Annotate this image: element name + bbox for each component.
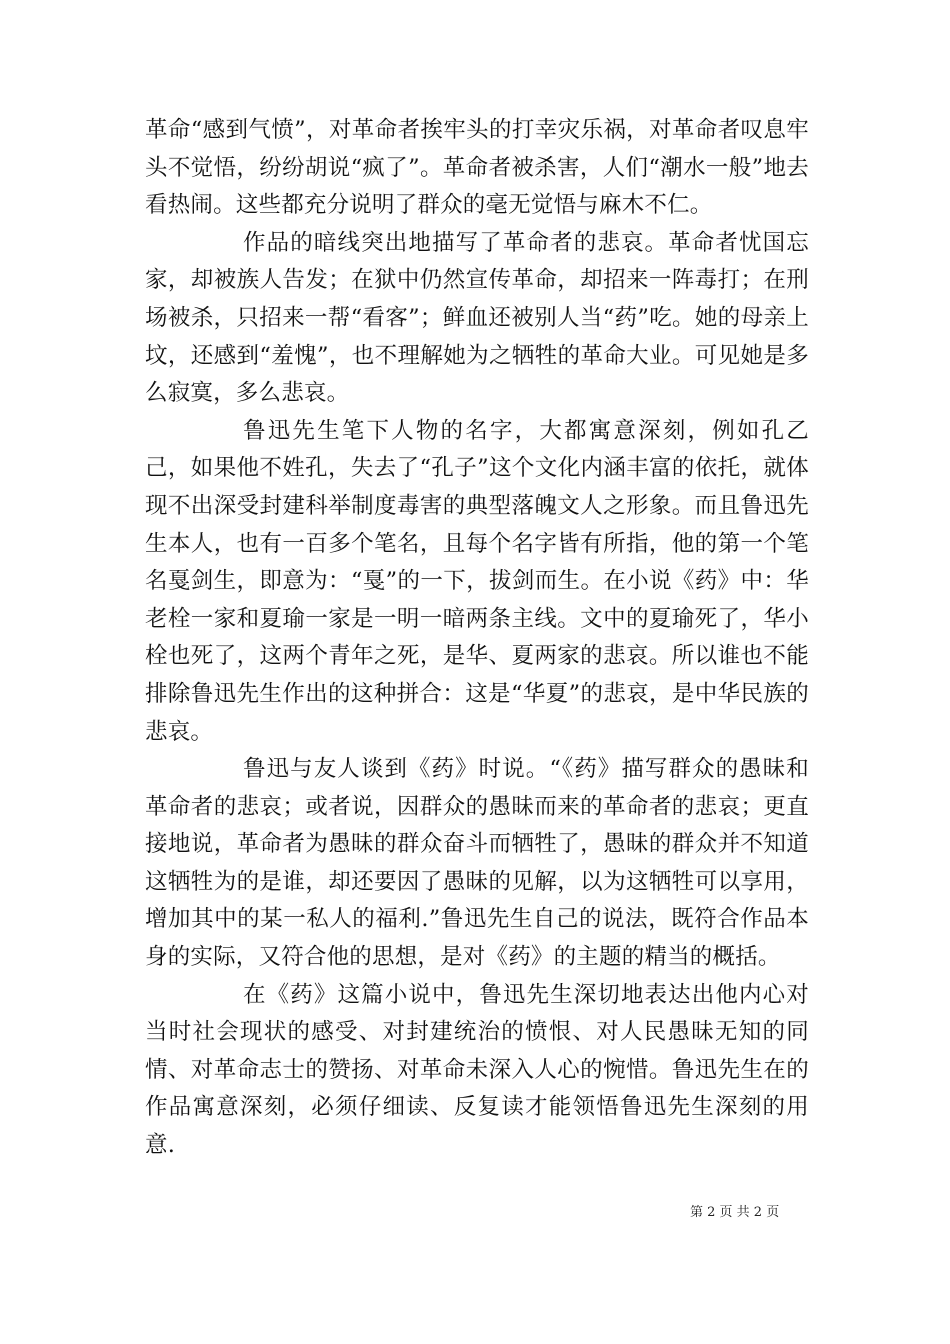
paragraph-3: 鲁迅先生笔下人物的名字，大都寓意深刻，例如孔乙己，如果他不姓孔，失去了“孔子”这个文化内涵丰富的依托，就体现不出深受封建科举制度毒害的典型落魄文人之形象。而且鲁迅先生本人，也有一百多个笔名，且每个名字皆有所指，他的第一个笔名戛剑生，即意为：“戛”的一下，拔剑而生。在小说《药》中：华老栓一家和夏瑜一家是一明一暗两条主线。文中的夏瑜死了，华小栓也死了，这两个青年之死，是华、夏两家的悲哀。所以谁也不能排除鲁迅先生作出的这种拼合：这是“华夏”的悲哀，是中华民族的悲哀。 [145, 417, 809, 745]
paragraph-1: 革命“感到气愤”，对革命者挨牢头的打幸灾乐祸，对革命者叹息牢头不觉悟，纷纷胡说“疯了”。革命者被杀害，人们“潮水一般”地去看热闹。这些都充分说明了群众的毫无觉悟与麻木不仁。 [145, 117, 809, 219]
paragraph-2: 作品的暗线突出地描写了革命者的悲哀。革命者忧国忘家，却被族人告发；在狱中仍然宣传革命，却招来一阵毒打；在刑场被杀，只招来一帮“看客”；鲜血还被别人当“药”吃。她的母亲上坟，还感到“羞愧”，也不理解她为之牺牲的革命大业。可见她是多么寂寞，多么悲哀。 [145, 229, 809, 407]
document-body [145, 112, 809, 1165]
paragraph-4: 鲁迅与友人谈到《药》时说。“《药》描写群众的愚昧和革命者的悲哀；或者说，因群众的愚昧而来的革命者的悲哀；更直接地说，革命者为愚昧的群众奋斗而牺牲了，愚昧的群众并不知道这牺牲为的是谁，却还要因了愚昧的见解，以为这牺牲可以享用，增加其中的某一私人的福利.”鲁迅先生自己的说法，既符合作品本身的实际，又符合他的思想，是对《药》的主题的精当的概括。 [145, 756, 809, 971]
page-number-footer: 第 2 页 共 2 页 [690, 1205, 780, 1220]
paragraph-5: 在《药》这篇小说中，鲁迅先生深切地表达出他内心对当时社会现状的感受、对封建统治的愤恨、对人民愚昧无知的同情、对革命志士的赞扬、对革命未深入人心的惋惜。鲁迅先生在的作品寓意深刻，必须仔细读、反复读才能领悟鲁迅先生深刻的用意. [145, 981, 809, 1159]
